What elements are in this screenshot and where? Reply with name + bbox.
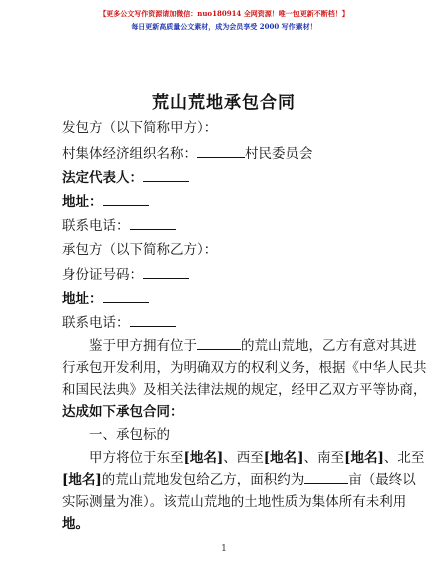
- location-blank[interactable]: [197, 337, 241, 350]
- area-blank[interactable]: [304, 471, 348, 484]
- addr-blank[interactable]: [103, 290, 149, 303]
- text: 、南至: [303, 450, 345, 466]
- placeholder-south: [地名]: [344, 450, 384, 466]
- text: 的荒山荒地，乙方有意对其进: [241, 338, 417, 354]
- party-b-phone-line: [62, 314, 176, 331]
- rep-blank[interactable]: [143, 169, 189, 182]
- party-b-id-line: [62, 266, 189, 283]
- promo-banner-sub: 每日更新高质量公文素材，成为会员享受 2000 写作素材！: [131, 22, 317, 31]
- placeholder-east: [地名]: [183, 450, 224, 466]
- addr-blank[interactable]: [103, 193, 149, 206]
- section-row: 实际测量为准）。该荒山荒地的土地性质为集体所有未利用: [62, 494, 407, 510]
- section-1-paragraph: [62, 447, 425, 535]
- phone-blank[interactable]: [130, 314, 176, 327]
- text: 的荒山荒地发包给乙方，面积约为: [101, 472, 305, 488]
- preamble-row: [62, 335, 417, 357]
- section-row: [62, 469, 416, 491]
- phone-blank[interactable]: [130, 217, 176, 230]
- placeholder-west: [地名]: [263, 450, 304, 466]
- id-blank[interactable]: [143, 266, 189, 279]
- party-a-org-line: [62, 145, 313, 162]
- party-a-phone-line: [62, 217, 176, 234]
- addr-label: 地址：: [62, 194, 103, 210]
- placeholder-north: [地名]: [62, 472, 102, 488]
- phone-label: 联系电话：: [62, 218, 130, 234]
- org-label: 村集体经济组织名称：: [62, 146, 197, 162]
- section-1-heading: 一、承包标的: [89, 427, 170, 443]
- rep-label: 法定代表人：: [62, 170, 143, 186]
- preamble-row: 行承包开发利用，为明确双方的权利义务，根据《中华人民共: [62, 360, 427, 376]
- preamble-row: 和国民法典》及相关法律法规的规定，经甲乙双方平等协商，: [62, 382, 427, 398]
- promo-banner-top: 【更多公文写作资源请加微信：nuo180914 全网资源！唯一包更新不断档！】: [99, 9, 349, 18]
- text: 鉴于甲方拥有位于: [89, 338, 197, 354]
- org-suffix: 村民委员会: [245, 146, 313, 162]
- party-b-addr-line: [62, 290, 149, 307]
- party-a-heading: 发包方（以下简称甲方）：: [62, 120, 218, 136]
- text: 亩（最终以: [348, 472, 416, 488]
- document-title: 荒山荒地承包合同: [152, 93, 296, 113]
- party-a-rep-line: [62, 169, 189, 186]
- preamble-paragraph: [62, 335, 427, 423]
- preamble-row: 达成如下承包合同：: [62, 404, 184, 420]
- party-b-heading: 承包方（以下简称乙方）：: [62, 242, 218, 258]
- section-row: 地。: [62, 516, 89, 532]
- party-a-addr-line: [62, 193, 149, 210]
- addr-label: 地址：: [62, 291, 103, 307]
- text: 、西至: [223, 450, 264, 466]
- section-row: [62, 447, 425, 469]
- text: 甲方将位于东至: [89, 450, 184, 466]
- id-label: 身份证号码：: [62, 267, 143, 283]
- org-name-blank[interactable]: [197, 145, 245, 158]
- page-number: 1: [221, 544, 227, 554]
- text: 、北至: [383, 450, 425, 466]
- phone-label: 联系电话：: [62, 315, 130, 331]
